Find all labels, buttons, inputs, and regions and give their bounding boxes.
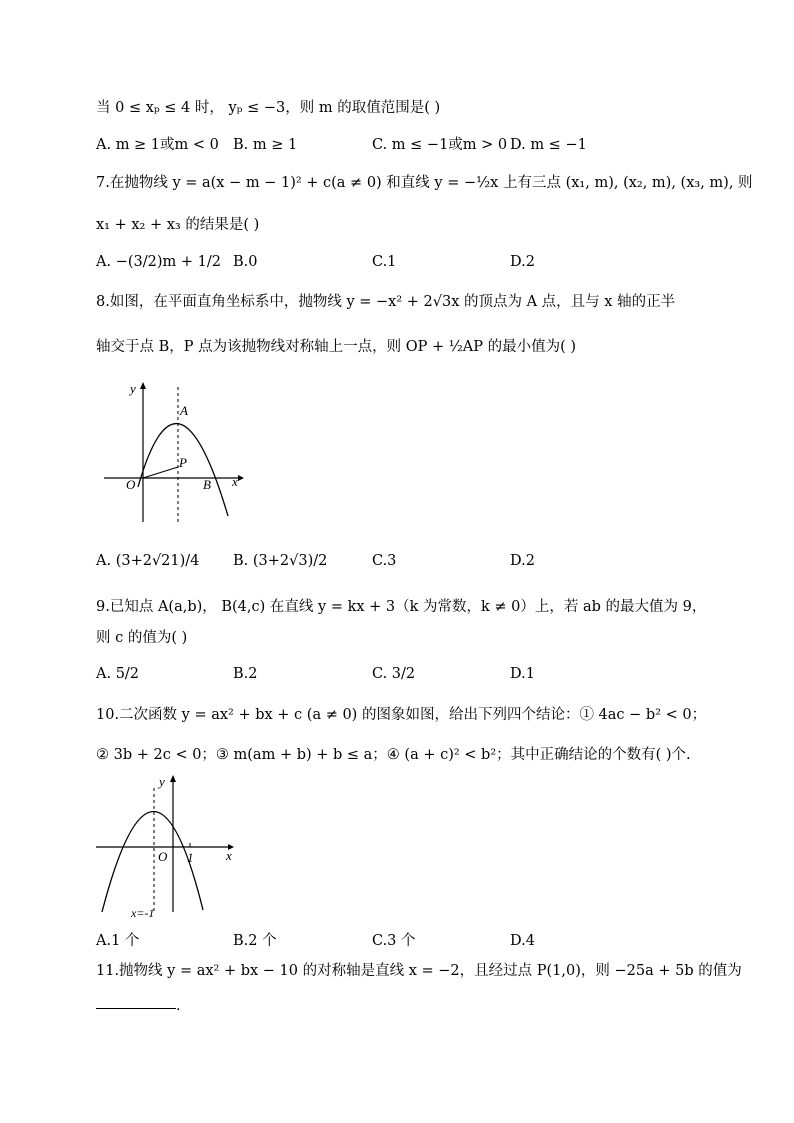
- q8-option-d: D.2: [510, 553, 535, 569]
- q8-option-b: B. (3+2√3)/2: [233, 553, 328, 569]
- q11-end-mark: .: [176, 998, 181, 1014]
- q8-option-c: C.3: [372, 553, 397, 569]
- q7-option-d: D.2: [510, 254, 535, 270]
- q6-option-a: A. m ≥ 1或m < 0: [96, 137, 219, 153]
- q11-stem: 11.抛物线 y = ax² + bx − 10 的对称轴是直线 x = −2，且经过点 P(1,0)，则 −25a + 5b 的值为: [96, 963, 742, 979]
- q8-label-y: y: [130, 381, 136, 396]
- q8-stem-line1: 8.如图，在平面直角坐标系中，抛物线 y = −x² + 2√3x 的顶点为 A 点，且与 x 轴的正半: [96, 294, 676, 310]
- q8-y-axis-arrow: [140, 382, 146, 389]
- q9-option-b: B.2: [233, 666, 258, 682]
- q8-label-p: P: [179, 455, 187, 470]
- q10-option-a: A.1 个: [96, 933, 140, 949]
- q8-op-segment: [143, 467, 178, 478]
- q8-option-a: A. (3+2√21)/4: [96, 553, 200, 569]
- q7-option-c: C.1: [372, 254, 397, 270]
- q7-stem-line2: x₁ + x₂ + x₃ 的结果是( ): [96, 217, 260, 233]
- q11-answer-blank[interactable]: [96, 1008, 176, 1009]
- q8-label-x: x: [232, 474, 238, 489]
- q9-stem-line1: 9.已知点 A(a,b)， B(4,c) 在直线 y = kx + 3（k 为常数，k ≠ 0）上，若 ab 的最大值为 9，: [96, 599, 707, 615]
- q6-option-b: B. m ≥ 1: [233, 137, 298, 153]
- q10-option-d: D.4: [510, 933, 535, 949]
- q10-stem-line1: 10.二次函数 y = ax² + bx + c (a ≠ 0) 的图象如图，给出下列四个结论：① 4ac − b² < 0；: [96, 707, 707, 723]
- q10-stem-line2: ② 3b + 2c < 0；③ m(am + b) + b ≤ a；④ (a + c)² < b²；其中正确结论的个数有( )个.: [96, 747, 691, 763]
- q9-option-a: A. 5/2: [96, 666, 140, 682]
- q8-label-o: O: [126, 477, 136, 492]
- q10-label-one: 1: [187, 850, 194, 865]
- q8-parabola-figure: [100, 375, 250, 534]
- q10-label-x: x: [226, 848, 232, 863]
- q10-option-b: B.2 个: [233, 933, 277, 949]
- q10-parabola-figure: [90, 772, 250, 926]
- q10-option-c: C.3 个: [372, 933, 416, 949]
- q8-stem-line2: 轴交于点 B，P 点为该抛物线对称轴上一点，则 OP + ½AP 的最小值为( ): [96, 339, 577, 355]
- q10-label-axis: x=-1: [131, 906, 155, 920]
- q7-option-a: A. −(3/2)m + 1/2: [96, 254, 221, 270]
- q8-x-axis-arrow: [238, 475, 244, 481]
- q6-condition: 当 0 ≤ xₚ ≤ 4 时， yₚ ≤ −3，则 m 的取值范围是( ): [96, 100, 441, 116]
- q9-option-c: C. 3/2: [372, 666, 416, 682]
- q8-label-b: B: [203, 477, 211, 492]
- q10-y-axis-arrow: [170, 775, 176, 782]
- q9-option-d: D.1: [510, 666, 535, 682]
- q7-option-b: B.0: [233, 254, 258, 270]
- q9-stem-line2: 则 c 的值为( ): [96, 630, 188, 646]
- q10-label-o: O: [158, 849, 168, 864]
- q6-option-c: C. m ≤ −1或m > 0: [372, 137, 508, 153]
- q10-label-y: y: [159, 774, 165, 789]
- q6-option-d: D. m ≤ −1: [510, 137, 587, 153]
- q8-label-a: A: [180, 403, 188, 418]
- q7-stem-line1: 7.在抛物线 y = a(x − m − 1)² + c(a ≠ 0) 和直线 y = −½x 上有三点 (x₁, m), (x₂, m), (x₃, m), 则: [96, 175, 753, 191]
